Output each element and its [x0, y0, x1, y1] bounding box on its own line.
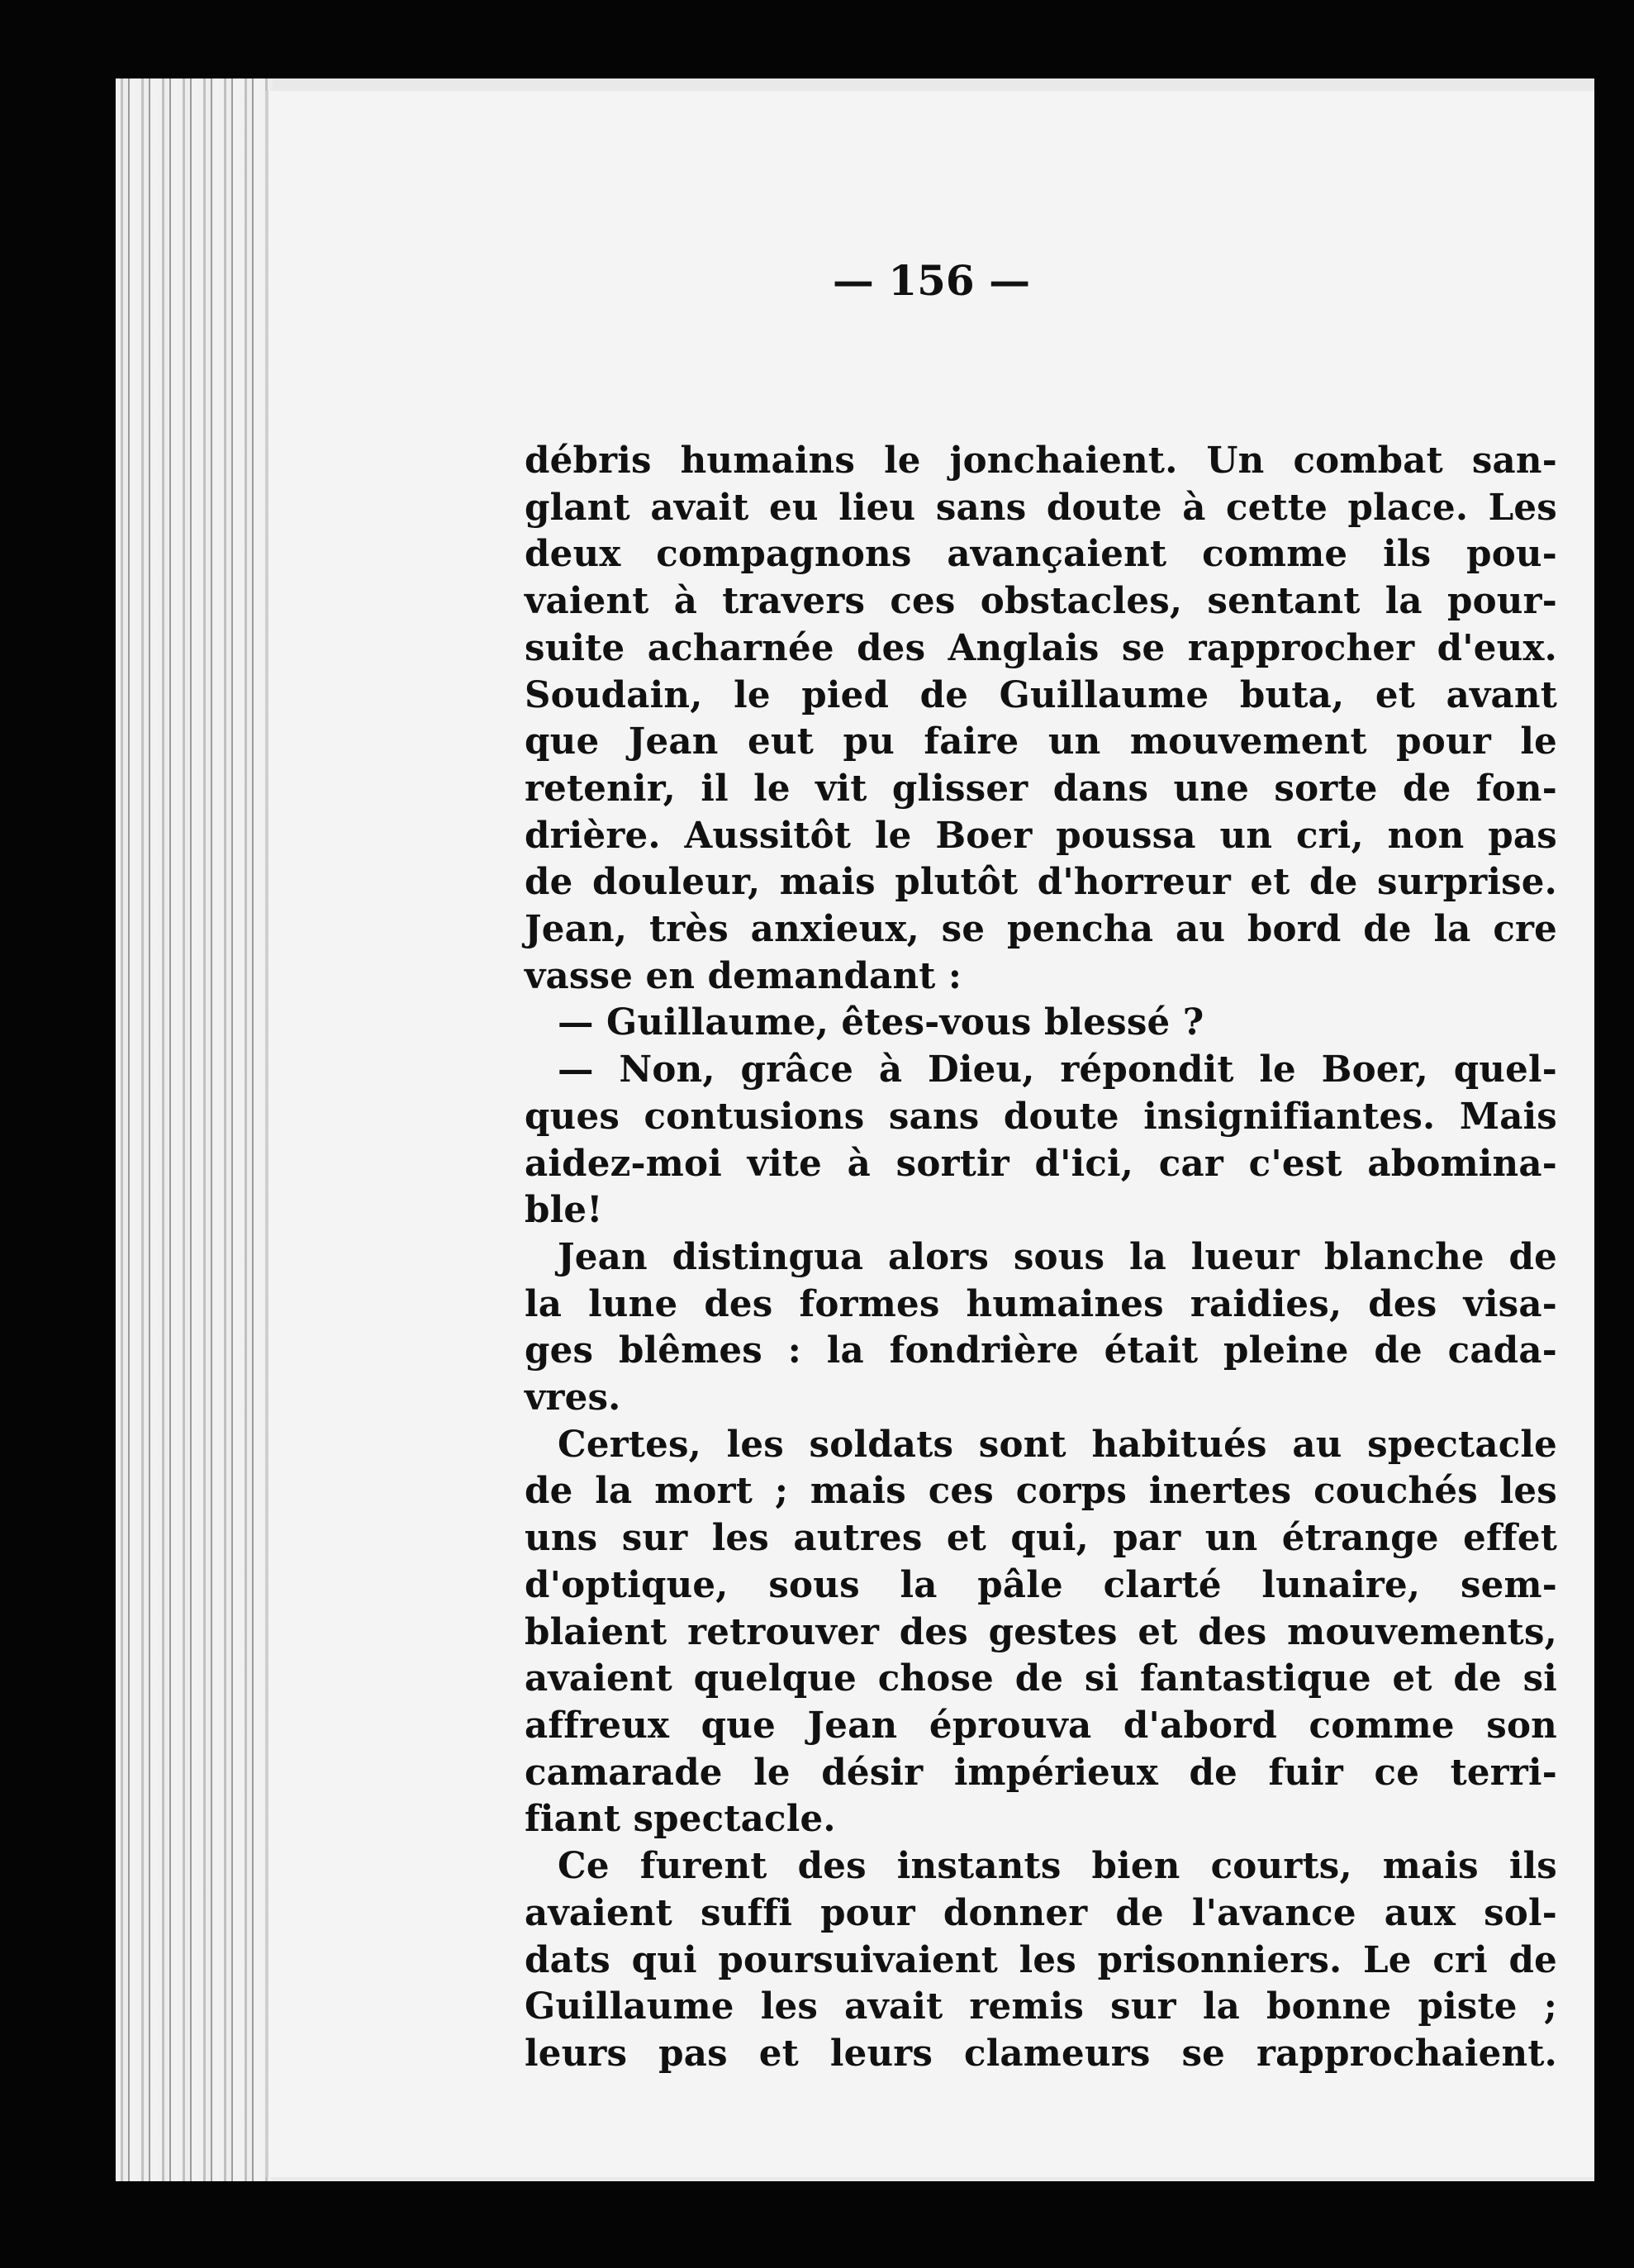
- text-line: Certes, les soldats sont habitués au spectacle: [558, 1423, 1557, 1466]
- text-line: — Guillaume, êtes-vous blessé ?: [558, 1001, 1204, 1044]
- text-line: suite acharnée des Anglais se rapprocher d'eux.: [525, 626, 1557, 669]
- scan-right-border: [1597, 0, 1634, 2268]
- text-line: aidez-moi vite à sortir d'ici, car c'est abomina-: [525, 1142, 1557, 1185]
- text-line: camarade le désir impérieux de fuir ce terri-: [525, 1751, 1557, 1794]
- text-line: Jean distingua alors sous la lueur blanche de: [558, 1235, 1557, 1278]
- text-line: que Jean eut pu faire un mouvement pour le: [525, 720, 1557, 763]
- text-line: affreux que Jean éprouva d'abord comme son: [525, 1704, 1557, 1747]
- text-line: leurs pas et leurs clameurs se rapprochaient.: [525, 2032, 1557, 2075]
- book-page: [268, 91, 1594, 2177]
- text-line: ges blêmes : la fondrière était pleine de cada-: [525, 1329, 1557, 1372]
- text-line: vaient à travers ces obstacles, sentant la pour-: [525, 580, 1557, 623]
- text-line: d'optique, sous la pâle clarté lunaire, sem-: [525, 1563, 1557, 1606]
- text-line: blaient retrouver des gestes et des mouvements,: [525, 1610, 1557, 1653]
- text-line: retenir, il le vit glisser dans une sorte de fon-: [525, 767, 1557, 810]
- text-line: la lune des formes humaines raidies, des visa-: [525, 1282, 1557, 1325]
- text-line: vasse en demandant :: [525, 954, 962, 997]
- text-line: uns sur les autres et qui, par un étrange effet: [525, 1517, 1557, 1560]
- text-line: — Non, grâce à Dieu, répondit le Boer, quel-: [558, 1048, 1557, 1091]
- text-line: deux compagnons avançaient comme ils pou-: [525, 533, 1557, 576]
- text-line: ques contusions sans doute insignifiantes. Mais: [525, 1095, 1557, 1138]
- text-line: Guillaume les avait remis sur la bonne piste ;: [525, 1985, 1557, 2028]
- text-line: drière. Aussitôt le Boer poussa un cri, non pas: [525, 814, 1557, 857]
- text-line: avaient quelque chose de si fantastique et de si: [525, 1657, 1557, 1700]
- text-line: Soudain, le pied de Guillaume buta, et avant: [525, 673, 1557, 716]
- text-line: Ce furent des instants bien courts, mais ils: [558, 1845, 1557, 1888]
- text-line: vres.: [525, 1376, 621, 1419]
- body-text: [525, 438, 1557, 2078]
- page-edges: [116, 78, 273, 2181]
- text-line: de douleur, mais plutôt d'horreur et de surprise.: [525, 861, 1557, 904]
- text-line: débris humains le jonchaient. Un combat san-: [525, 440, 1557, 482]
- text-line: fiant spectacle.: [525, 1798, 836, 1841]
- text-line: avaient suffi pour donner de l'avance aux sol-: [525, 1891, 1557, 1934]
- text-line: Jean, très anxieux, se pencha au bord de la cre: [525, 908, 1557, 951]
- text-line: dats qui poursuivaient les prisonniers. Le cri de: [525, 1938, 1557, 1981]
- text-line: de la mort ; mais ces corps inertes couchés les: [525, 1470, 1557, 1513]
- text-line: glant avait eu lieu sans doute à cette place. Les: [525, 486, 1557, 529]
- text-line: ble!: [525, 1189, 603, 1232]
- page-number: — 156 —: [832, 256, 1031, 305]
